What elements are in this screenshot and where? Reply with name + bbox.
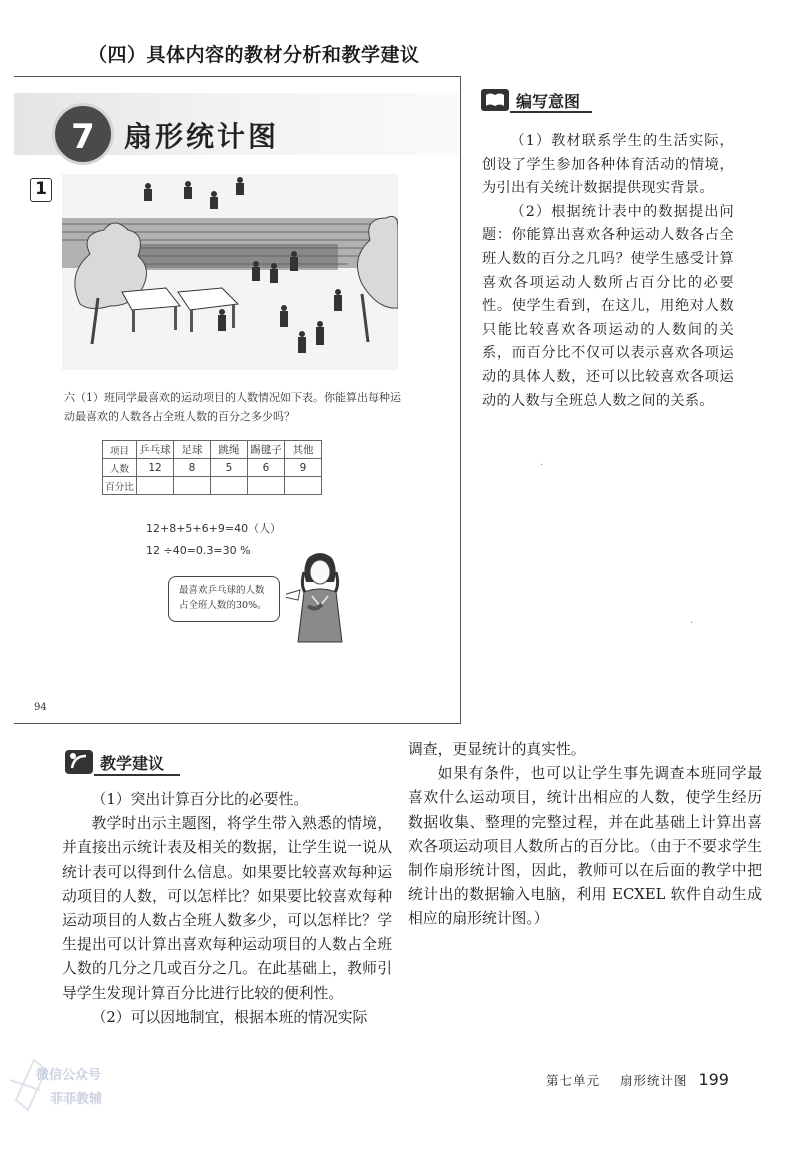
table-cell [211, 477, 248, 495]
table-cell: 百分比 [103, 477, 137, 495]
teaching-advice-title: 教学建议 [100, 754, 165, 773]
intent-paragraph: （2）根据统计表中的数据提出问题：你能算出喜欢各种运动人数各占全班人数的百分之几吗？使学生感受计算喜欢各项运动人数所占百分比的必要性。使学生看到，在这儿，用绝对人数只能比较喜欢各项运动的人数间的关系，而百分比不仅可以表示喜欢各项运动的具体人数，还可以比较喜欢各项运动的人数与全班总人数之间的关系。 [482, 203, 734, 409]
table-cell: 跳绳 [211, 441, 248, 459]
section-heading: （四）具体内容的教材分析和教学建议 [88, 44, 420, 66]
table-cell [174, 477, 211, 495]
student-girl-illustration [286, 552, 352, 648]
table-cell: 9 [285, 459, 322, 477]
table-cell: 人数 [103, 459, 137, 477]
prompt-line: 六（1）班同学最喜欢的运动项目的人数情况如下表。你能算出每种运 [64, 391, 401, 404]
advice-paragraph: 调查，更显统计的真实性。 [408, 741, 586, 758]
table-cell: 6 [248, 459, 285, 477]
page-footer [546, 1070, 729, 1089]
table-cell: 其他 [285, 441, 322, 459]
advice-left-column [62, 788, 392, 1030]
table-cell: 踢毽子 [248, 441, 285, 459]
table-cell: 8 [174, 459, 211, 477]
lesson-number-badge: 7 [52, 103, 114, 165]
watermark-line-2: 菲菲教辅 [50, 1092, 103, 1107]
scan-mark: · [540, 460, 544, 471]
label-underline [510, 111, 592, 113]
advice-paragraph: 教学时出示主题图，将学生带入熟悉的情境，并直接出示统计表及相关的数据，让学生说一说从统计表可以得到什么信息。如果要比较喜欢每种运动项目的人数，可以怎样比？如果要比较喜欢每种运动项目的人数占全班人数多少，可以怎样比？学生提出可以计算出喜欢每种运动项目的人数占全班人数的几分之几或百分之几。在此基础上，教师引导学生发现计算百分比进行比较的便利性。 [62, 815, 392, 1002]
watermark-line-1: 微信公众号 [36, 1068, 102, 1083]
writing-intent-title: 编写意图 [516, 92, 581, 111]
table-cell [248, 477, 285, 495]
footer-page-number: 199 [698, 1070, 729, 1089]
bubble-line: 占全班人数的30%。 [179, 600, 267, 611]
table-cell: 5 [211, 459, 248, 477]
open-book-icon [480, 88, 510, 112]
sports-scene-illustration [62, 174, 398, 370]
advice-paragraph: （1）突出计算百分比的必要性。 [91, 791, 309, 808]
table-cell: 项目 [103, 441, 137, 459]
label-underline [94, 774, 180, 776]
exercise-prompt [64, 388, 409, 426]
writing-intent-label [480, 88, 590, 112]
teaching-advice-label [64, 748, 194, 776]
table-cell [285, 477, 322, 495]
footer-topic: 扇形统计图 [619, 1073, 688, 1088]
bubble-line: 最喜欢乒乓球的人数 [179, 585, 265, 596]
table-cell: 乒乓球 [137, 441, 174, 459]
advice-paragraph: 如果有条件，也可以让学生事先调查本班同学最喜欢什么运动项目，统计出相应的人数，使学生经历数据收集、整理的完整过程，并在此基础上计算出喜欢各项运动项目人数所占的百分比。（由于不要求学生制作扇形统计图，因此，教师可以在后面的教学中把统计出的数据输入电脑，利用 ECXEL 软件自动生成相应的扇形统计图。） [408, 765, 762, 928]
calc-line-sum: 12+8+5+6+9=40（人） [146, 522, 282, 535]
advice-right-column [408, 738, 762, 932]
intent-paragraph: （1）教材联系学生的生活实际，创设了学生参加各种体育活动的情境，为引出有关统计数据提供现实背景。 [482, 133, 734, 197]
prompt-line: 动最喜欢的人数各占全班人数的百分之多少吗？ [64, 410, 295, 423]
scan-mark: · [690, 618, 694, 629]
advice-paragraph: （2）可以因地制宜，根据本班的情况实际 [91, 1008, 368, 1026]
footer-unit: 第七单元 [546, 1073, 601, 1088]
lesson-title: 扇形统计图 [124, 120, 280, 153]
exercise-number: 1 [30, 178, 52, 202]
table-header-row [103, 441, 322, 459]
table-row [103, 477, 322, 495]
table-cell: 足球 [174, 441, 211, 459]
table-cell: 12 [137, 459, 174, 477]
speech-bubble [168, 576, 280, 622]
calc-line-percent: 12 ÷40=0.3=30 % [146, 544, 251, 557]
sports-data-table [102, 440, 322, 495]
writing-intent-text [482, 130, 734, 413]
textbook-page-number: 94 [34, 702, 47, 713]
advice-icon [64, 748, 94, 776]
table-row [103, 459, 322, 477]
table-cell [137, 477, 174, 495]
